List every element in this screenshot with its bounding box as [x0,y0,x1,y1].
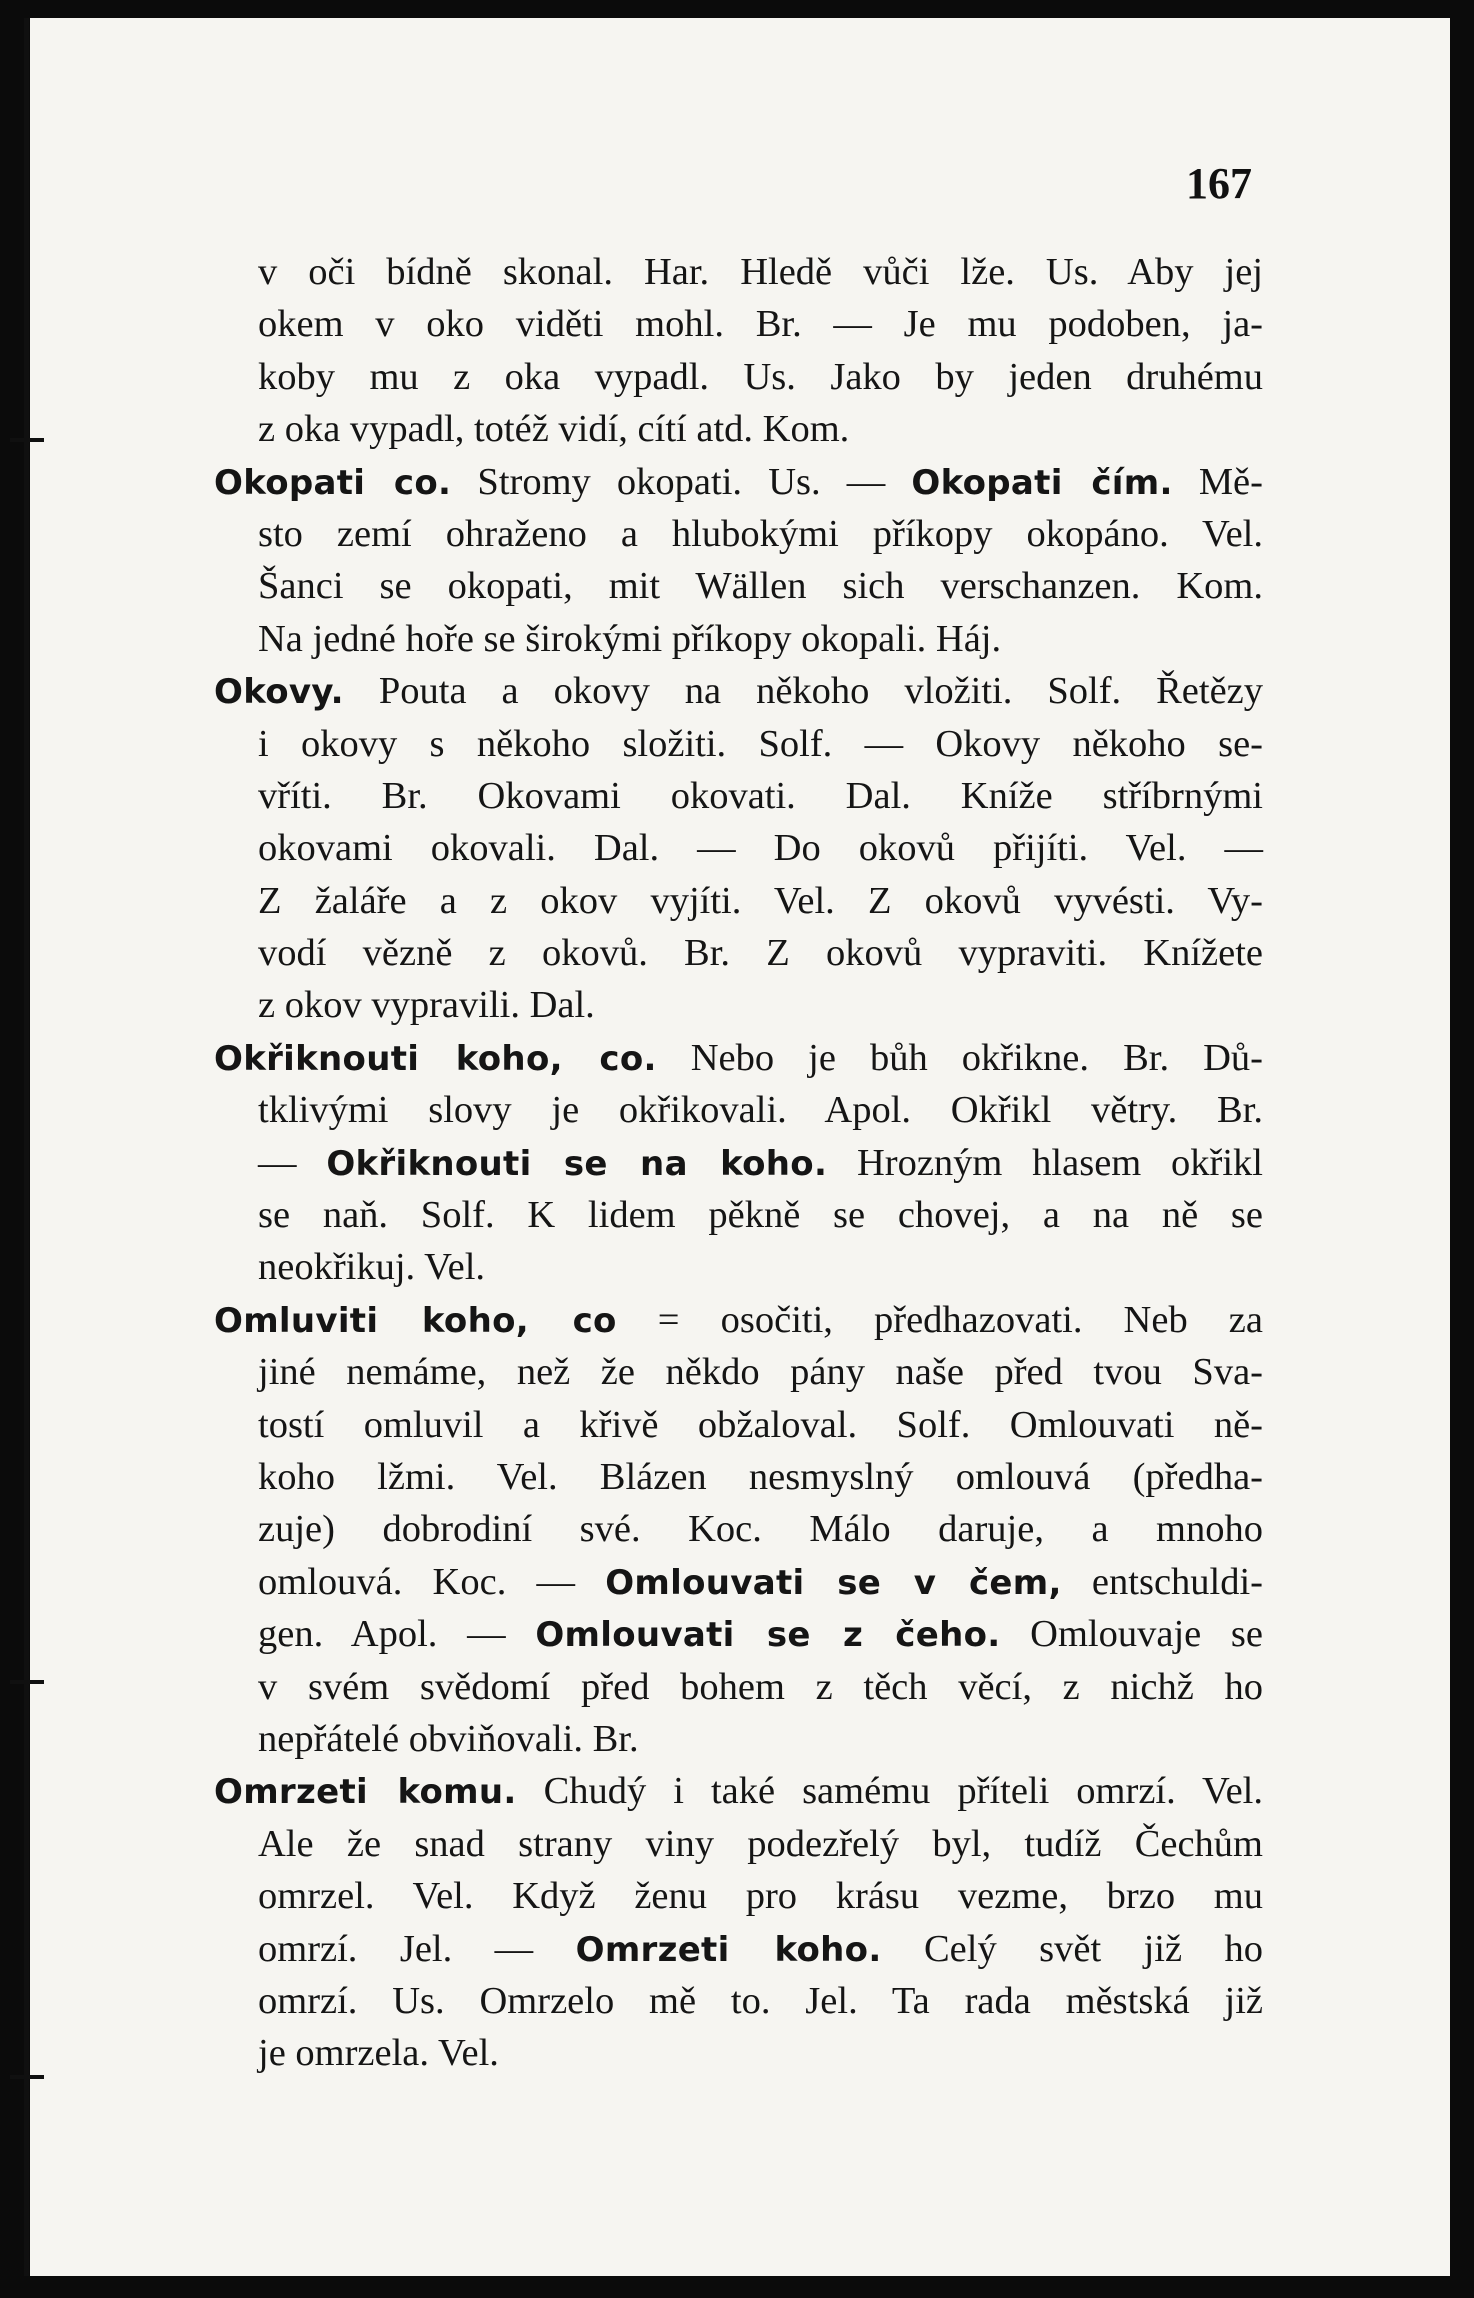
text-line [218,1346,1263,1398]
text-line-content: je omrzela. Vel. [258,2032,499,2075]
text-line [218,1923,1263,1975]
text-line [218,246,1263,298]
headword: Omlouvati se z čeho. [535,1615,1001,1656]
headword: Omrzeti komu. [214,1772,517,1813]
text-line [218,613,1263,665]
page-number: 167 [1186,159,1252,208]
text-line-content: gen. Apol. — Omlouvati se z čeho. Omlouvaje se [258,1613,1264,1656]
text-line-content: se naň. Solf. K lidem pěkně se chovej, a na ně se [258,1194,1263,1237]
text-line-content: tklivými slovy je okřikovali. Apol. Okřikl větry. Br. [258,1089,1263,1132]
binding-edge [24,18,29,2276]
text-line-content: Šanci se okopati, mit Wällen sich verschanzen. Kom. [258,565,1263,608]
text-line [218,979,1263,1031]
text-line-content: jiné nemáme, než že někdo pány naše před tvou Sva- [258,1351,1263,1394]
text-line [218,1084,1263,1136]
text-line-content: Okřiknouti koho, co. Nebo je bůh okřikne. Br. Dů- [214,1036,1263,1079]
text-line-content: v oči bídně skonal. Har. Hledě vůči lže. Us. Aby jej [258,251,1263,293]
text-line [218,1451,1263,1503]
text-line [218,1608,1263,1660]
text-line-content: Okopati co. Stromy okopati. Us. — Okopati čím. Mě- [214,460,1263,503]
binding-mark [10,1680,44,1684]
headword: Okovy. [214,672,344,713]
text-line [218,927,1263,979]
text-line-content: vříti. Br. Okovami okovati. Dal. Kníže stříbrnými [258,774,1263,817]
text-line [214,456,1263,508]
text-line [218,1975,1263,2027]
binding-mark [10,438,44,442]
text-line-content: sto zemí ohraženo a hlubokými příkopy okopáno. Vel. [258,512,1263,555]
binding-mark [10,2075,44,2079]
text-line [218,1556,1263,1608]
text-line [214,665,1263,717]
headword: Okřiknouti koho, co. [214,1038,657,1079]
text-line-content: Omrzeti komu. Chudý i také samému příteli omrzí. Vel. [214,1770,1263,1813]
text-line [218,1241,1263,1293]
text-line-content: omrzí. Us. Omrzelo mě to. Jel. Ta rada městská již [258,1979,1263,2022]
text-line [218,508,1263,560]
text-line [218,1661,1263,1713]
headword: Okopati čím. [911,462,1173,503]
text-line-content: z okov vypravili. Dal. [258,984,595,1027]
text-line-content: koho lžmi. Vel. Blázen nesmyslný omlouvá (předha- [258,1455,1263,1498]
text-line-content: omrzí. Jel. — Omrzeti koho. Celý svět již ho [258,1927,1263,1970]
text-line [218,718,1263,770]
text-line [218,875,1263,927]
text-line-content: v svém svědomí před bohem z těch věcí, z nichž ho [258,1665,1263,1708]
headword: Omrzeti koho. [575,1929,882,1970]
text-line-content: omrzel. Vel. Když ženu pro krásu vezme, brzo mu [258,1875,1263,1918]
text-line [218,298,1263,350]
headword: Okopati co. [214,462,452,503]
dictionary-text [214,246,1264,2080]
text-line-content: z oka vypadl, totéž vidí, cítí atd. Kom. [258,408,850,451]
headword: Okřiknouti se na koho. [326,1143,828,1184]
text-line-content: Okovy. Pouta a okovy na někoho vložiti. Solf. Řetězy [214,670,1263,713]
text-line-content: — Okřiknouti se na koho. Hrozným hlasem okřikl [258,1141,1264,1184]
text-line [218,1503,1263,1555]
text-line-content: omlouvá. Koc. — Omlouvati se v čem, entschuldi- [258,1560,1264,1603]
text-line [218,403,1263,455]
text-line [218,351,1263,403]
text-line-content: zuje) dobrodiní své. Koc. Málo daruje, a mnoho [258,1508,1263,1551]
text-line [218,560,1263,612]
text-line [218,1399,1263,1451]
text-line-content: neokřikuj. Vel. [258,1246,486,1289]
text-line [214,1294,1263,1346]
text-line [218,2027,1263,2079]
text-line-content: Z žaláře a z okov vyjíti. Vel. Z okovů vyvésti. Vy- [258,879,1263,922]
text-line [218,1189,1263,1241]
text-line [214,1032,1263,1084]
text-line-content: Omluviti koho, co = osočiti, předhazovati. Neb za [214,1298,1263,1341]
text-line [218,1870,1263,1922]
text-line [218,1137,1263,1189]
text-line [214,1765,1263,1817]
text-line-content: Ale že snad strany viny podezřelý byl, tudíž Čechům [258,1822,1263,1865]
text-line [218,770,1263,822]
text-line [218,822,1263,874]
text-line-content: okovami okovali. Dal. — Do okovů přijíti. Vel. — [258,827,1263,870]
text-line-content: tostí omluvil a křivě obžaloval. Solf. Omlouvati ně- [258,1403,1263,1446]
text-line-content: koby mu z oka vypadl. Us. Jako by jeden druhému [258,355,1263,398]
text-line-content: vodí vězně z okovů. Br. Z okovů vypraviti. Knížete [258,932,1263,975]
text-line [218,1818,1263,1870]
text-line-content: okem v oko viděti mohl. Br. — Je mu podoben, ja- [258,303,1263,346]
text-line-content: i okovy s někoho složiti. Solf. — Okovy někoho se- [258,722,1263,765]
headword: Omlouvati se v čem, [605,1562,1062,1603]
text-line [218,1713,1263,1765]
text-line-content: Na jedné hoře se širokými příkopy okopali. Háj. [258,617,1002,660]
headword: Omluviti koho, co [214,1300,617,1341]
text-line-content: nepřátelé obviňovali. Br. [258,1717,639,1760]
